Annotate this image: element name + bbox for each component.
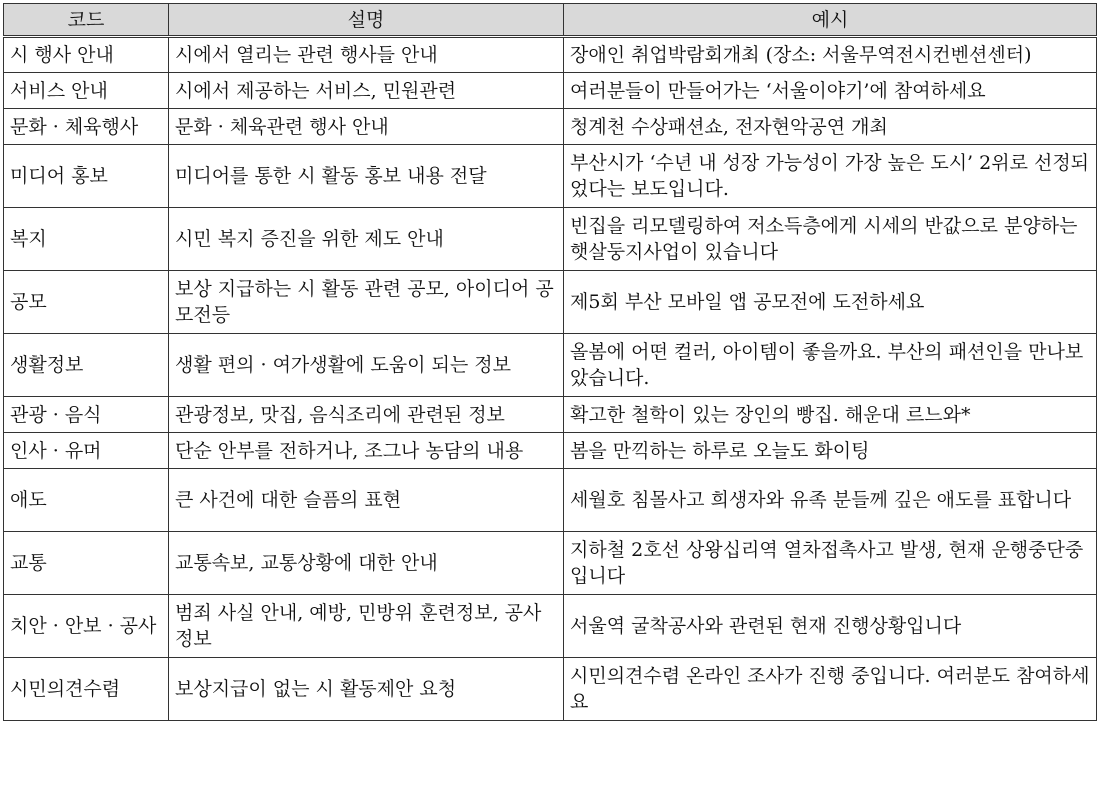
description-cell: 범죄 사실 안내, 예방, 민방위 훈련정보, 공사 정보 (169, 595, 564, 658)
example-cell: 서울역 굴착공사와 관련된 현재 진행상황입니다 (564, 595, 1097, 658)
example-cell: 제5회 부산 모바일 앱 공모전에 도전하세요 (564, 271, 1097, 334)
table-row (4, 469, 1097, 532)
description-cell: 보상 지급하는 시 활동 관련 공모, 아이디어 공모전등 (169, 271, 564, 334)
table-row (4, 334, 1097, 397)
table-row (4, 433, 1097, 469)
code-cell: 시민의견수렴 (4, 658, 169, 721)
description-cell: 관광정보, 맛집, 음식조리에 관련된 정보 (169, 397, 564, 433)
example-cell: 빈집을 리모델링하여 저소득층에게 시세의 반값으로 분양하는 햇살둥지사업이 있습니다 (564, 208, 1097, 271)
description-cell: 미디어를 통한 시 활동 홍보 내용 전달 (169, 145, 564, 208)
header-row (4, 4, 1097, 37)
example-cell: 확고한 철학이 있는 장인의 빵집. 해운대 르느와* (564, 397, 1097, 433)
description-cell: 시에서 열리는 관련 행사들 안내 (169, 37, 564, 73)
code-cell: 시 행사 안내 (4, 37, 169, 73)
table-row (4, 595, 1097, 658)
example-cell: 시민의견수렴 온라인 조사가 진행 중입니다. 여러분도 참여하세요 (564, 658, 1097, 721)
table-row (4, 145, 1097, 208)
code-cell: 복지 (4, 208, 169, 271)
example-cell: 여러분들이 만들어가는 ‘서울이야기’에 참여하세요 (564, 73, 1097, 109)
description-cell: 단순 안부를 전하거나, 조그나 농담의 내용 (169, 433, 564, 469)
header-code: 코드 (4, 4, 169, 37)
code-cell: 공모 (4, 271, 169, 334)
table-row (4, 271, 1097, 334)
table-row (4, 208, 1097, 271)
example-cell: 봄을 만끽하는 하루로 오늘도 화이팅 (564, 433, 1097, 469)
example-cell: 청계천 수상패션쇼, 전자현악공연 개최 (564, 109, 1097, 145)
code-cell: 치안 · 안보 · 공사 (4, 595, 169, 658)
code-cell: 애도 (4, 469, 169, 532)
code-cell: 문화 · 체육행사 (4, 109, 169, 145)
table-row (4, 658, 1097, 721)
code-cell: 교통 (4, 532, 169, 595)
code-cell: 관광 · 음식 (4, 397, 169, 433)
description-cell: 생활 편의 · 여가생활에 도움이 되는 정보 (169, 334, 564, 397)
example-cell: 부산시가 ‘수년 내 성장 가능성이 가장 높은 도시’ 2위로 선정되었다는 보도입니다. (564, 145, 1097, 208)
code-table (3, 3, 1097, 721)
code-cell: 미디어 홍보 (4, 145, 169, 208)
description-cell: 큰 사건에 대한 슬픔의 표현 (169, 469, 564, 532)
table-row (4, 109, 1097, 145)
description-cell: 시에서 제공하는 서비스, 민원관련 (169, 73, 564, 109)
example-cell: 장애인 취업박람회개최 (장소: 서울무역전시컨벤션센터) (564, 37, 1097, 73)
header-description: 설명 (169, 4, 564, 37)
example-cell: 올봄에 어떤 컬러, 아이템이 좋을까요. 부산의 패션인을 만나보았습니다. (564, 334, 1097, 397)
description-cell: 시민 복지 증진을 위한 제도 안내 (169, 208, 564, 271)
example-cell: 지하철 2호선 상왕십리역 열차접촉사고 발생, 현재 운행중단중입니다 (564, 532, 1097, 595)
table-row (4, 532, 1097, 595)
code-cell: 생활정보 (4, 334, 169, 397)
description-cell: 교통속보, 교통상황에 대한 안내 (169, 532, 564, 595)
code-cell: 인사 · 유머 (4, 433, 169, 469)
description-cell: 보상지급이 없는 시 활동제안 요청 (169, 658, 564, 721)
table-row (4, 397, 1097, 433)
description-cell: 문화 · 체육관련 행사 안내 (169, 109, 564, 145)
code-cell: 서비스 안내 (4, 73, 169, 109)
header-example: 예시 (564, 4, 1097, 37)
table-row (4, 37, 1097, 73)
example-cell: 세월호 침몰사고 희생자와 유족 분들께 깊은 애도를 표합니다 (564, 469, 1097, 532)
table-row (4, 73, 1097, 109)
